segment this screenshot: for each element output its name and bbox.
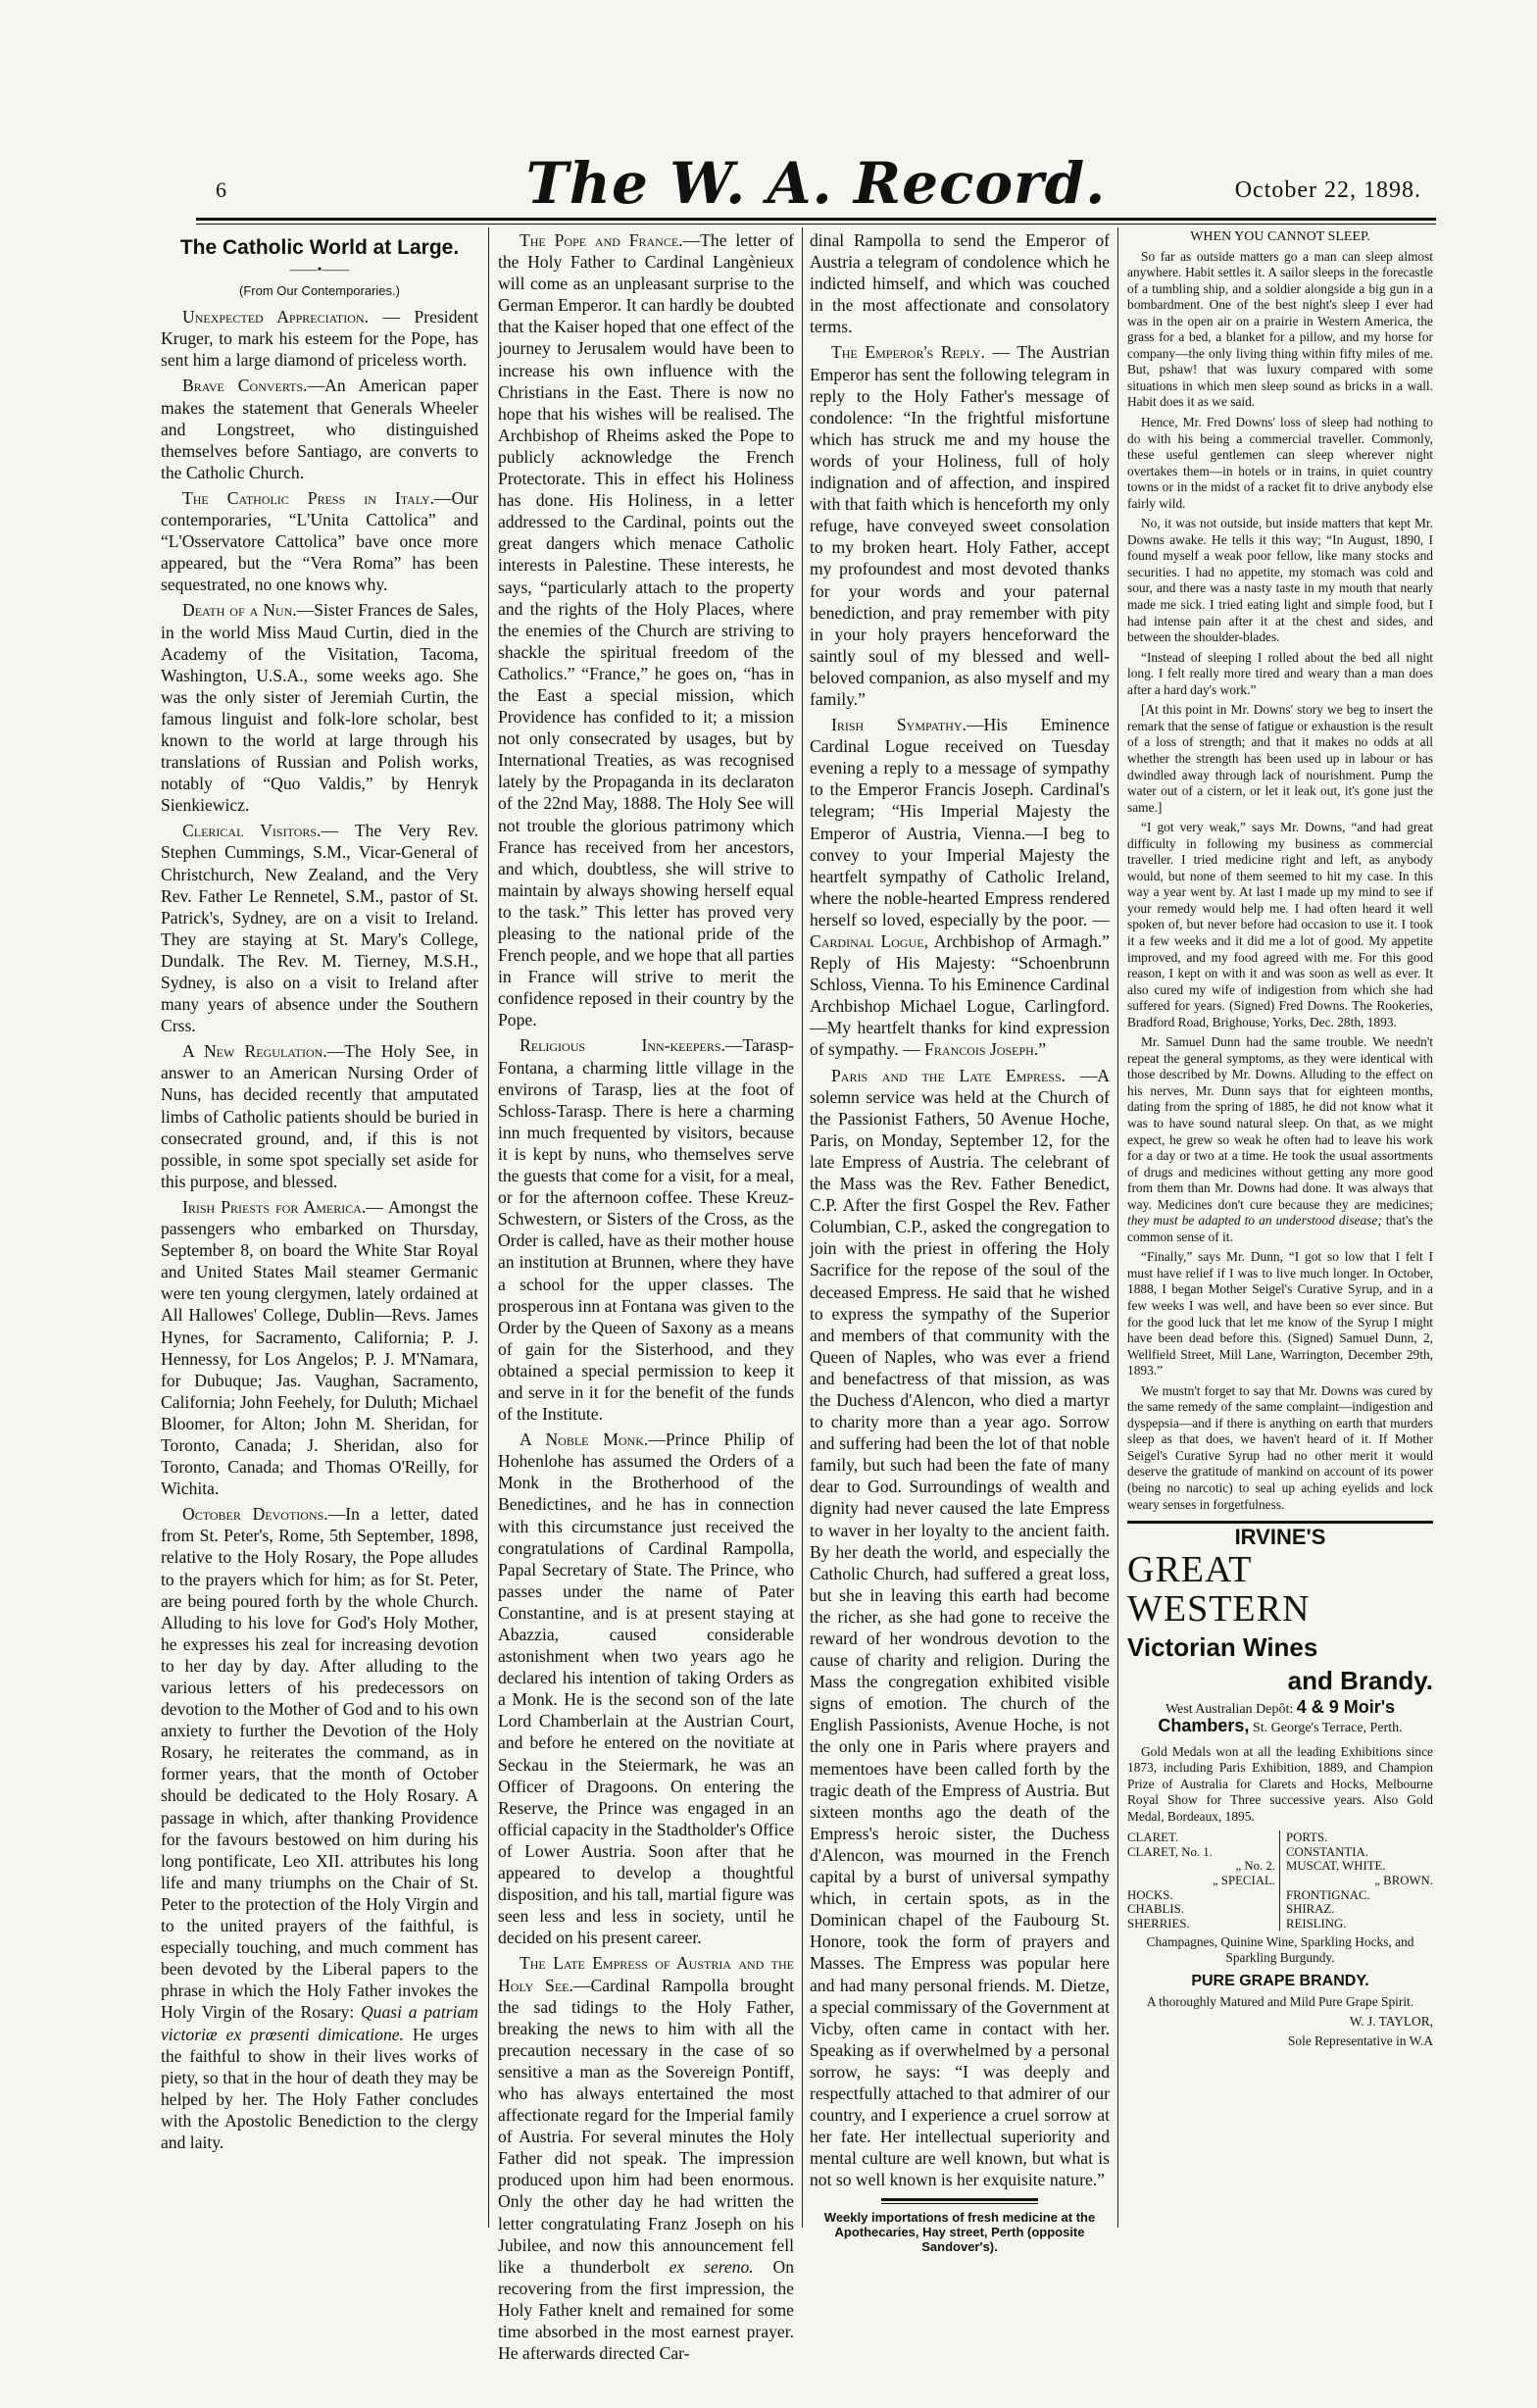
column-divider bbox=[802, 227, 803, 2228]
section-heading: The Catholic World at Large. bbox=[179, 236, 460, 259]
article-heading: WHEN YOU CANNOT SLEEP. bbox=[1190, 229, 1370, 244]
article-paragraph: “I got very weak,” says Mr. Downs, “and had great difficulty in following my business as commercial traveller. I tried medicine right and left, as anybody would, but none of them seemed to hit my case. In this way a year went by. At last I made up my mind to see if your remedy would help me. I had often heard it well spoken of, but never before had occasion to use it. I took it a few weeks and it did me a lot of good. My appetite improved, and my food agreed with me. For this good reason, I kept on with it and was soon as well as ever. It also cured my wife of indigestion from which she had suffered for years. (Signed) Fred Downs. The Rookeries, Bradford Road, Brighouse, Yorks, Dec. 28th, 1893. bbox=[1127, 820, 1433, 1029]
article-paragraph: Death of a Nun.—Sister Frances de Sales, in the world Miss Maud Curtin, died in the Academy of the Visitation, Tacoma, Washington, U.S.A., some weeks ago. She was the only sister of Jeremiah Curtin, the famous linguist and folk-lore scholar, best known to the world at large through his translations of Russian and Polish works, notably of “Quo Valdis,” by Henryk Sienkiewicz. bbox=[161, 600, 478, 816]
wine-item: REISLING. bbox=[1286, 1916, 1347, 1931]
article-paragraph: No, it was not outside, but inside matters that kept Mr. Downs awake. He tells it this way; “In August, 1890, I found myself a weak poor fellow, like many stocks and securities. I had no appetite, my stomach was cold and sour, and there was a nasty taste in my mouth that nearly made me sick. I tried eating light and simple food, but I had intense pain after it at the chest and sides, and between the shoulder-blades. bbox=[1127, 516, 1433, 645]
wine-item: MUSCAT, WHITE. bbox=[1286, 1859, 1386, 1874]
article-paragraph: Irish Sympathy.—His Eminence Cardinal Logue received on Tuesday evening a reply to a message of sympathy to the Emperor Francis Joseph. Cardinal's telegram; “His Imperial Majesty the Emperor of Austria, Vienna.—I beg to convey to your Imperial Majesty the heartfelt sympathy of Catholic Ireland, where the noble-hearted Empress rendered herself so loved, especially by the poor. — Cardinal Logue, Archbishop of Armagh.” Reply of His Majesty: “Schoenbrunn Schloss, Vienna. To his Eminence Cardinal Archbishop Michael Logue, Carlingford.—My heartfelt thanks for kind expression of sympathy. — Francois Joseph.” bbox=[810, 715, 1110, 1060]
wine-item: FRONTIGNAC. bbox=[1286, 1887, 1370, 1902]
wine-list-left bbox=[1127, 1831, 1280, 1931]
article-paragraph: A Noble Monk.—Prince Philip of Hohenlohe has assumed the Orders of a Monk in the Brotherhood of the Benedictines, and he has in connection with this circumstance just received the congratulations of Cardinal Rampolla, Papal Secretary of State. The Prince, who passes under the name of Pater Constantine, and is at present staying at Abazzia, caused considerable astonishment when two years ago he declared his intention of taking Orders as a Monk. He is the second son of the late Lord Chamberlain at the Austrian Court, and before he entered on the novitiate at Seckau in the Steiermark, he was an Officer of Dragoons. On entering the Reserve, the Prince was engaged in an official capacity in the Stadtholder's Office of Lower Austria. Soon after that he appeared to develop a thoughtful disposition, and his tall, martial figure was seen less and less in society, until he decided on his present career. bbox=[498, 1430, 794, 1948]
column-4 bbox=[1127, 229, 1433, 2259]
article-paragraph: Religious Inn-keepers.—Tarasp-Fontana, a charming little village in the environs of Tarasp, lies at the foot of Schloss-Tarasp. There is here a charming inn much frequented by visitors, because it is kept by nuns, who themselves serve the guests that come for a visit, for a meal, or for the afternoon coffee. These Kreuz-Schwestern, or Sisters of the Cross, as the Order is called, have as their mother house an institution at Brunnen, where they have a school for the upper classes. The prosperous inn at Fontana was given to the Order by the Queen of Saxony as a means of gain for the Sisterhood, and they obtained a special permission to keep it and serve in it for the benefit of the funds of the Institute. bbox=[498, 1035, 794, 1425]
article-paragraph: Brave Converts.—An American paper makes the statement that Generals Wheeler and Longstreet, who distinguished themselves before Santiago, are converts to the Catholic Church. bbox=[161, 376, 478, 482]
wine-item: CLARET, No. 1. bbox=[1127, 1844, 1213, 1859]
article-paragraph: We mustn't forget to say that Mr. Downs was cured by the same remedy of the same complaint—indigestion and dyspepsia—and if there is anything on earth that murders sleep as that does, we haven't heard of it. If Mother Seigel's Curative Syrup had no other merit it would deserve the gratitude of mankind on account of its power (being no narcotic) to seal up aching eyelids and lock weary senses in forgetfulness. bbox=[1127, 1382, 1433, 1512]
wine-item: PORTS. bbox=[1286, 1831, 1328, 1845]
article-paragraph: The Pope and France.—The letter of the Holy Father to Cardinal Langènieux will come as an unpleasant surprise to the German Emperor. It can hardly be doubted that the Kaiser hoped that one effect of the journey to Jerusalem would have been to increase his own influence with the Christians in the East. There is now no hope that his wishes will be realised. The Archbishop of Rheims asked the Pope to publicly acknowledge the French Protectorate. This in effect his Holiness has done. His Holiness, in a letter addressed to the Cardinal, points out the great dangers which menace Catholic interests in Palestine. These interests, he says, “particularly attach to the property and the rights of the Holy Places, where the enemies of the Church are striving to shackle the spiritual freedom of the Catholics.” “France,” he goes on, “has in the East a special mission, which Providence has confided to it; a mission not only consecrated by usages, but by International Treaties, as was recognised lately by the Propaganda in its declaraton of the 22nd May, 1888. The Holy See will not trouble the glorious patrimony which France has received from her ancestors, and which, doubtless, she will strive to maintain by always showing herself equal to the task.” This letter has proved very pleasing to the national pride of the French people, and we hope that all parties in France will strive to merit the confidence reposed in their country by the Pope. bbox=[498, 230, 794, 1030]
column-2 bbox=[498, 229, 795, 2364]
column-divider bbox=[488, 227, 489, 2228]
article-paragraph: Clerical Visitors.— The Very Rev. Stephen Cummings, S.M., Vicar-General of Christchurch, New Zealand, and the Very Rev. Father Le Rennetel, S.M., pastor of St. Patrick's, Sydney, are on a visit to Ireland. They are staying at St. Mary's College, Dundalk. The Rev. M. Tierney, M.S.H., Sydney, is also on a visit to Ireland after many years of absence under the Southern Crss. bbox=[161, 821, 479, 1036]
column-divider bbox=[1117, 227, 1118, 2228]
ad-signer: W. J. TAYLOR, bbox=[1349, 2013, 1433, 2029]
ad-brandy-text: A thoroughly Matured and Mild Pure Grape Spirit. bbox=[1146, 1993, 1414, 2009]
ad-brandy-title: PURE GRAPE BRANDY. bbox=[1191, 1973, 1369, 1990]
masthead-rule bbox=[196, 218, 1436, 221]
article-paragraph: Irish Priests for America.— Amongst the passengers who embarked on Thursday, September 8, on board the White Star Royal and United States Mail steamer Germanic were ten young clergymen, lately ordained at All Hallowes' College, Dublin—Revs. James Hynes, for Sacramento, California; P. J. Hennessy, for Los Angelos; P. J. M'Namara, for Dubuque; Jas. Vaughan, Sacramento, California; John Feehely, for Duluth; Michael Bloomer, for Alton; John M. Sheridan, for Toronto, Canada; J. Sheridan, also for Toronto, Canada; and Thomas O'Reilly, for Wichita. bbox=[161, 1196, 478, 1499]
ad-headline: GREAT WESTERN bbox=[1127, 1548, 1311, 1630]
wine-item: „ SPECIAL. bbox=[1213, 1873, 1275, 1887]
article-paragraph: “Finally,” says Mr. Dunn, “I got so low that I felt I must have relief if I was to live much longer. In October, 1888, I began Mother Seigel's Curative Syrup, and in a few weeks I was well, and have been so ever since. But for the good luck that let me know of the Syrup I might have been dead before this. (Signed) Samuel Dunn, 2, Wellfield Street, Mill Lane, Warrington, December 29th, 1893.” bbox=[1127, 1249, 1433, 1379]
article-paragraph: The Emperor's Reply. — The Austrian Emperor has sent the following telegram in reply to the Holy Father's message of condolence: “In the frightful misfortune which has struck me and my house the words of your Holiness, full of holy indignation and of affection, and inspired with that faith which is henceforth my only refuge, have conveyed sweet consolation to my broken heart. Holy Father, accept my profoundest and most devoted thanks for your words and your paternal benediction, and pray remember with pity in your holy prayers henceforward the saintly soul of my blessed and well-beloved companion, as also myself and my family.” bbox=[810, 342, 1110, 709]
masthead-rule-thin bbox=[196, 224, 1436, 225]
page-number: 6 bbox=[216, 177, 226, 202]
wine-item: SHERRIES. bbox=[1127, 1916, 1190, 1931]
wine-item: CHABLIS. bbox=[1127, 1902, 1184, 1917]
ad-brand: IRVINE'S bbox=[1234, 1525, 1326, 1550]
ad-signer-role: Sole Representative in W.A bbox=[1287, 2032, 1433, 2048]
ad-subheadline: Victorian Wines bbox=[1127, 1631, 1318, 1662]
wine-item: HOCKS. bbox=[1127, 1887, 1173, 1902]
footer-rule-thin bbox=[881, 2203, 1038, 2204]
ad-subheadline-2: and Brandy. bbox=[1287, 1665, 1433, 1695]
article-paragraph: The Catholic Press in Italy.—Our contemporaries, “L'Unita Cattolica” and “L'Osservatore Cattolica” bave once more appeared, but the “Vera Roma” has been sequestrated, no one knows why. bbox=[161, 487, 478, 595]
wine-item: CONSTANTIA. bbox=[1286, 1844, 1368, 1859]
article-paragraph: So far as outside matters go a man can sleep almost anywhere. Habit settles it. A sailor sleeps in the forecastle of a tumbling ship, and a soldier alongside a big gun in a bombardment. One of the best night's sleep I ever had was in the open air on a prairie in Western America, the grass for a bed, a blanket for a pillow, and my horse for company—the only living thing within fifty miles of me. But, pshaw! that was luxury compared with some situations in which men sleep sound as bricks in a wall. Habit does it as we said. bbox=[1127, 248, 1433, 410]
ad-champagnes: Champagnes, Quinine Wine, Sparkling Hocks, and Sparkling Burgundy. bbox=[1146, 1934, 1414, 1966]
section-subheading: (From Our Contemporaries.) bbox=[239, 283, 400, 299]
wine-item: „ No. 2. bbox=[1235, 1859, 1275, 1874]
article-paragraph: [At this point in Mr. Downs' story we beg to insert the remark that the sense of fatigue or exhaustion is the result of a loss of strength; and that it makes no odds at all whether the strength has been used up in labour or has dwindled away through lack of nourishment. Pump the water out of a cistern, or let it leak out, it's gone just the same.] bbox=[1127, 702, 1433, 815]
ad-depot: West Australian Depôt: 4 & 9 Moir's Chambers, St. George's Terrace, Perth. bbox=[1158, 1696, 1403, 1735]
wine-advertisement bbox=[1127, 1525, 1433, 2049]
article-paragraph: October Devotions.—In a letter, dated from St. Peter's, Rome, 5th September, 1898, relative to the Holy Rosary, the Pope alludes to the prayers which for him; as for St. Peter, are being poured forth by the whole Church. Alluding to his love for God's Holy Mother, he expresses his zeal for increasing devotion to her day by day. After alluding to the various letters of his predecessors on devotion to the Mother of God and to his own anxiety to further the Devotion of the Holy Rosary, he reiterates the command, as in former years, that the month of October should be dedicated to the Holy Rosary. A passage in which, after thanking Providence for the favours bestowed on him during his long pontificate, Leo XII. attributes his long life and many triumphs on the Chair of St. Peter to the protection of the Holy Virgin and to the united prayers of the faithful, is especially touching, and much comment has been devoted by the Liberal papers to the phrase in which the Holy Father invokes the Holy Virgin of the Rosary: Quasi a patriam victoriæ ex prœsenti dimicatione. He urges the faithful to show in their lives works of piety, so that in the hour of death they may be helped by her. The Holy Father concludes with the Apostolic Benediction to the clergy and laity. bbox=[161, 1504, 478, 2152]
wine-list bbox=[1127, 1831, 1433, 1931]
ornament: ——•—— bbox=[289, 263, 350, 278]
article-paragraph: A New Regulation.—The Holy See, in answer to an American Nursing Order of Nuns, has decided recently that amputated limbs of Catholic patients should be buried in consecrated ground, and, if this is not possible, in some spot specially set aside for this purpose, and blessed. bbox=[161, 1041, 478, 1191]
column-3 bbox=[810, 229, 1110, 2259]
newspaper-title: The W. A. Record. bbox=[525, 150, 1107, 217]
wine-item: „ BROWN. bbox=[1374, 1873, 1433, 1887]
ad-rule bbox=[1127, 1521, 1433, 1524]
ad-body: Gold Medals won at all the leading Exhibitions since 1873, including Paris Exhibition, 1889, and Champion Prize of Australia for Clarets and Hocks, Melbourne Royal Show for Three successive years. Also Gold Medal, Bordeaux, 1895. bbox=[1127, 1743, 1433, 1824]
issue-date: October 22, 1898. bbox=[1234, 177, 1421, 203]
column-1 bbox=[161, 229, 478, 2259]
wine-list-right bbox=[1280, 1831, 1433, 1931]
article-paragraph: Mr. Samuel Dunn had the same trouble. We needn't repeat the general symptoms, as they were identical with those described by Mr. Downs. Alluding to the effect on his nerves, Mr. Dunn says that for eighteen months, dating from the spring of 1885, he did not know what it was to have sound natural sleep. On that, as we might expect, he grew so weak he often had to leave his work for a day or two at a time. He took the usual assortments of drugs and medicines without getting any more good from them than Mr. Downs had done. It was always that way. Medicines don't cure because they are medicines; they must be adapted to an understood disease; that's the common sense of it. bbox=[1127, 1034, 1433, 1244]
footer-rule bbox=[881, 2198, 1038, 2201]
wine-item: SHIRAZ. bbox=[1286, 1902, 1335, 1917]
footer-notice: Weekly importations of fresh medicine at the Apothecaries, Hay street, Perth (opposite Sandover's). bbox=[823, 2210, 1096, 2255]
wine-item: CLARET. bbox=[1127, 1831, 1179, 1845]
article-paragraph: dinal Rampolla to send the Emperor of Austria a telegram of condolence which he indicted himself, and which was couched in the most affectionate and consolatory terms. bbox=[810, 230, 1110, 337]
masthead bbox=[196, 150, 1436, 219]
article-paragraph: Paris and the Late Empress. —A solemn service was held at the Church of the Passionist Fathers, 50 Avenue Hoche, Paris, on Monday, September 12, for the late Empress of Austria. The celebrant of the Mass was the Rev. Father Benedict, C.P. After the first Gospel the Rev. Father Columbian, C.P., asked the congregation to join with the priest in offering the Holy Sacrifice for the repose of the soul of the deceased Empress. He said that he wished to express the sympathy of the Superior and members of that community with the Queen of Naples, who was ever a friend and benefactress of that mission, as was the Duchess d'Alencon, who died a martyr to charity more than a year ago. Sorrow and suffering had been the lot of that noble family, but such had been the fate of many dear to God. Surroundings of wealth and dignity had never caused the late Empress to waver in her loyalty to the ancient faith. By her death the world, and especially the Catholic Church, had suffered a great loss, but she in leaving this earth had become the richer, as she had gone to receive the reward of her wondrous devotion to the cause of charity and religion. During the Mass the congregation exhibited visible signs of emotion. The church of the English Passionists, Avenue Hoche, is not the only one in Paris where prayers and mementoes have been called forth by the tragic death of the Empress of Austria. But sixteen months ago the death of the Empress's heroic sister, the Duchess d'Alencon, was mourned in the French capital by a burst of universal sympathy which, in certain spots, as in the Dominican chapel of the Faubourg St. Honore, took the form of prayers and Masses. The Empress was popular here and had many personal friends. M. Dietze, a special commissary of the Government at Vicby, often came in contact with her. Speaking as if overwhelmed by a personal sorrow, he says: “I was deeply and respectfully attached to that admirer of our country, and I experience a cruel sorrow at her fate. Her intellectual superiority and mental culture are well known, but what is not so well known is her exquisite nature.” bbox=[810, 1065, 1110, 2190]
article-paragraph: Hence, Mr. Fred Downs' loss of sleep had nothing to do with his being a commercial traveller. Commonly, these useful gentlemen can sleep wherever night overtakes them—in hotels or in trains, in quiet country towns or in the midst of a racket fit to drive anybody else fairly wild. bbox=[1127, 415, 1433, 511]
article-paragraph: “Instead of sleeping I rolled about the bed all night long. I felt really more tired and weary than a man does after a hard day's work.” bbox=[1127, 649, 1433, 697]
article-paragraph: The Late Empress of Austria and the Holy See.—Cardinal Rampolla brought the sad tidings to the Holy Father, breaking the news to him with all the precaution necessary in the case of so sensitive a man as the Sovereign Pontiff, who has always entertained the most affectionate regard for the Imperial family of Austria. For several minutes the Holy Father did not speak. The impression produced upon him had been enormous. Only the other day he had written the letter congratulating Franz Joseph on his Jubilee, and now this announcement fell like a thunderbolt ex sereno. On recovering from the first impression, the Holy Father knelt and remained for some time absorbed in the most earnest prayer. He afterwards directed Car- bbox=[498, 1953, 795, 2364]
article-paragraph: Unexpected Appreciation. — President Kruger, to mark his esteem for the Pope, has sent him a large diamond of priceless worth. bbox=[161, 307, 478, 371]
